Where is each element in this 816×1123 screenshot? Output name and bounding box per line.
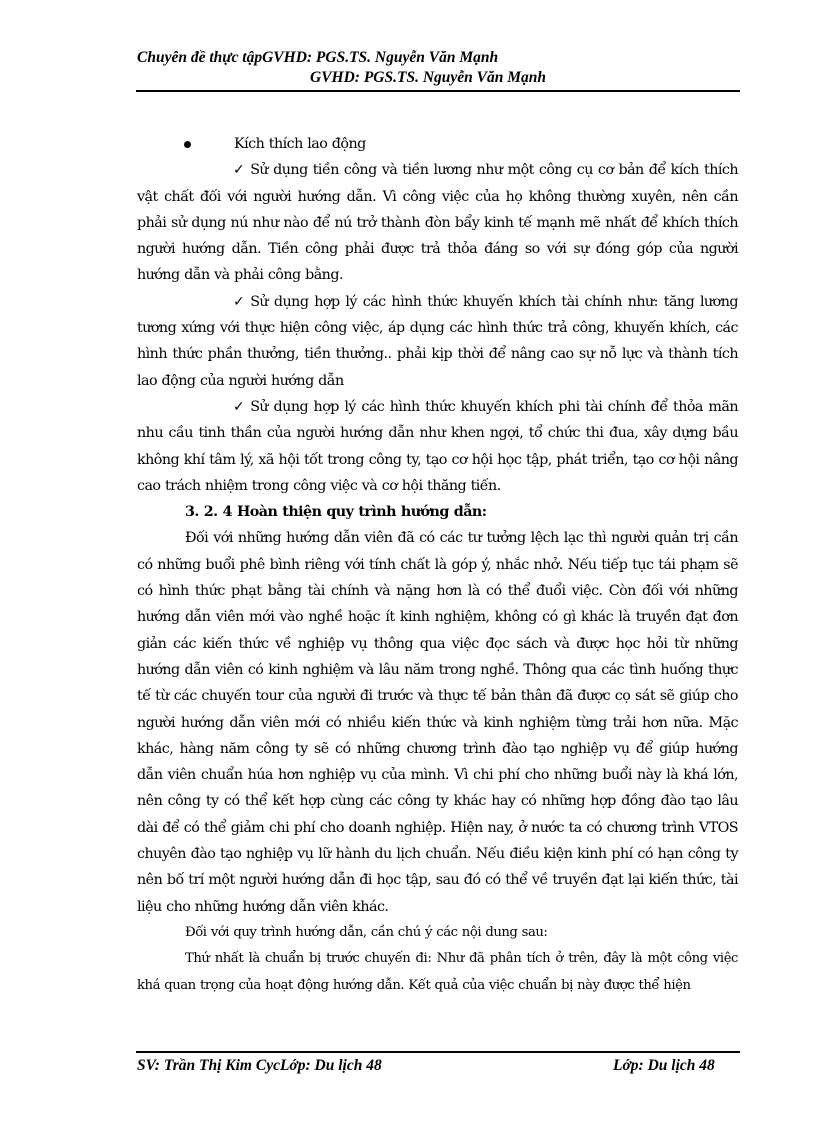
- footer-class: Lớp: Du lịch 48: [613, 1057, 715, 1074]
- paragraph-process-intro: Đối với quy trình hướng dẫn, cần chú ý các nội dung sau:: [185, 924, 548, 940]
- paragraph-preparation: Thứ nhất là chuẩn bị trước chuyến đi: Như đã phân tích ở trên, đây là một công việc khá quan trọng của hoạt động hướng dẫn. Kết quả của việc chuẩn bị này được thể hiện: [137, 951, 738, 993]
- paragraph-guide-training: Đối với những hướng dẫn viên đã có các tư tưởng lệch lạc thì người quản trị cần có những buổi phê bình riêng với tính chất là góp ý, nhắc nhở. Nếu tiếp tục tái phạm sẽ có hình thức phạt bằng tài chính và nặng hơn là có thể đuổi việc. Còn đối với những hướng dẫn viên mới vào nghề hoặc ít kinh nghiệm, không có gì khác là truyền đạt đơn giản các kiến thức về nghiệp vụ thông qua việc đọc sách và được học hỏi từ những hướng dẫn viên có kinh nghiệm và lâu năm trong nghề. Thông qua các tình huống thực tế từ các chuyến tour của người đi trước và thực tế bản thân đã được cọ sát sẽ giúp cho người hướng dẫn viên mới có nhiều kiến thức và kinh nghiệm từng trải hơn nữa. Mặc khác, hàng năm công ty sẽ có những chương trình đào tạo nghiệp vụ để giúp hướng dẫn viên chuẩn húa hơn nghiệp vụ của mình. Vì chi phí cho những buổi này là khá lớn, nên công ty có thể kết hợp cùng các công ty khác hay có những hợp đồng đào tạo lâu dài để có thể giảm chi phí cho doanh nghiệp. Hiện nay, ở nước ta có chương trình VTOS chuyên đào tạo nghiệp vụ lữ hành du lịch chuẩn. Nếu điều kiện kinh phí có hạn công ty nên bố trí một người hướng dẫn đi học tập, sau đó có thể về truyền đạt lại kiến thức, tài liệu cho những hướng dẫn viên khác.: [137, 530, 738, 915]
- paragraph-text: Sử dụng tiền công và tiền lương như một công cụ cơ bản để kích thích vật chất đối với người hướng dẫn. Vì công việc của họ không thường xuyên, nên cần phải sử dụng nú như nào để nú trở thành đòn bẩy kinh tế mạnh mẽ nhất để khích thích người hướng dẫn. Tiền công phải được trả thỏa đáng so với sự đóng góp của người hướng dẫn và phải công bằng.: [137, 162, 738, 284]
- document-body: [137, 131, 738, 999]
- check-mark-icon: ✓: [233, 162, 245, 179]
- check-mark-icon: ✓: [233, 398, 245, 415]
- check-mark-icon: ✓: [233, 293, 245, 310]
- footer-student: SV: Trần Thị Kim CycLớp: Du lịch 48: [137, 1057, 382, 1074]
- paragraph-financial-incentive: [137, 289, 738, 394]
- footer-divider: [136, 1051, 740, 1053]
- paragraph-wage-incentive: [137, 157, 738, 288]
- paragraph-text: Sử dụng hợp lý các hình thức khuyến khích tài chính như: tăng lương tương xứng với thực hiện công việc, áp dụng các hình thức trả công, khuyến khích, các hình thức phần thưởng, tiền thưởng.. phải kịp thời để nâng cao sự nỗ lực và thành tích lao động của người hướng dẫn: [137, 293, 738, 389]
- bullet-item: [137, 131, 738, 157]
- header-title-line: Chuyên đề thực tậpGVHD: PGS.TS. Nguyễn Văn Mạnh: [137, 49, 499, 66]
- paragraph-nonfinancial-incentive: [137, 394, 738, 499]
- paragraph-text: Sử dụng hợp lý các hình thức khuyến khích phi tài chính để thỏa mãn nhu cầu tinh thần của người hướng dẫn như khen ngợi, tổ chức thi đua, xây dựng bầu không khí tâm lý, xã hội tốt trong công ty, tạo cơ hội học tập, phát triển, tạo cơ hội nâng cao trách nhiệm trong công việc và cơ hội thăng tiến.: [137, 398, 738, 494]
- section-title: 3. 2. 4 Hoàn thiện quy trình hướng dẫn:: [185, 504, 487, 521]
- section-heading: [137, 499, 738, 525]
- header-supervisor-line: GVHD: PGS.TS. Nguyễn Văn Mạnh: [310, 69, 546, 86]
- bullet-dot-icon: [184, 141, 191, 148]
- bullet-text: Kích thích lao động: [234, 136, 366, 152]
- header-divider: [136, 90, 740, 92]
